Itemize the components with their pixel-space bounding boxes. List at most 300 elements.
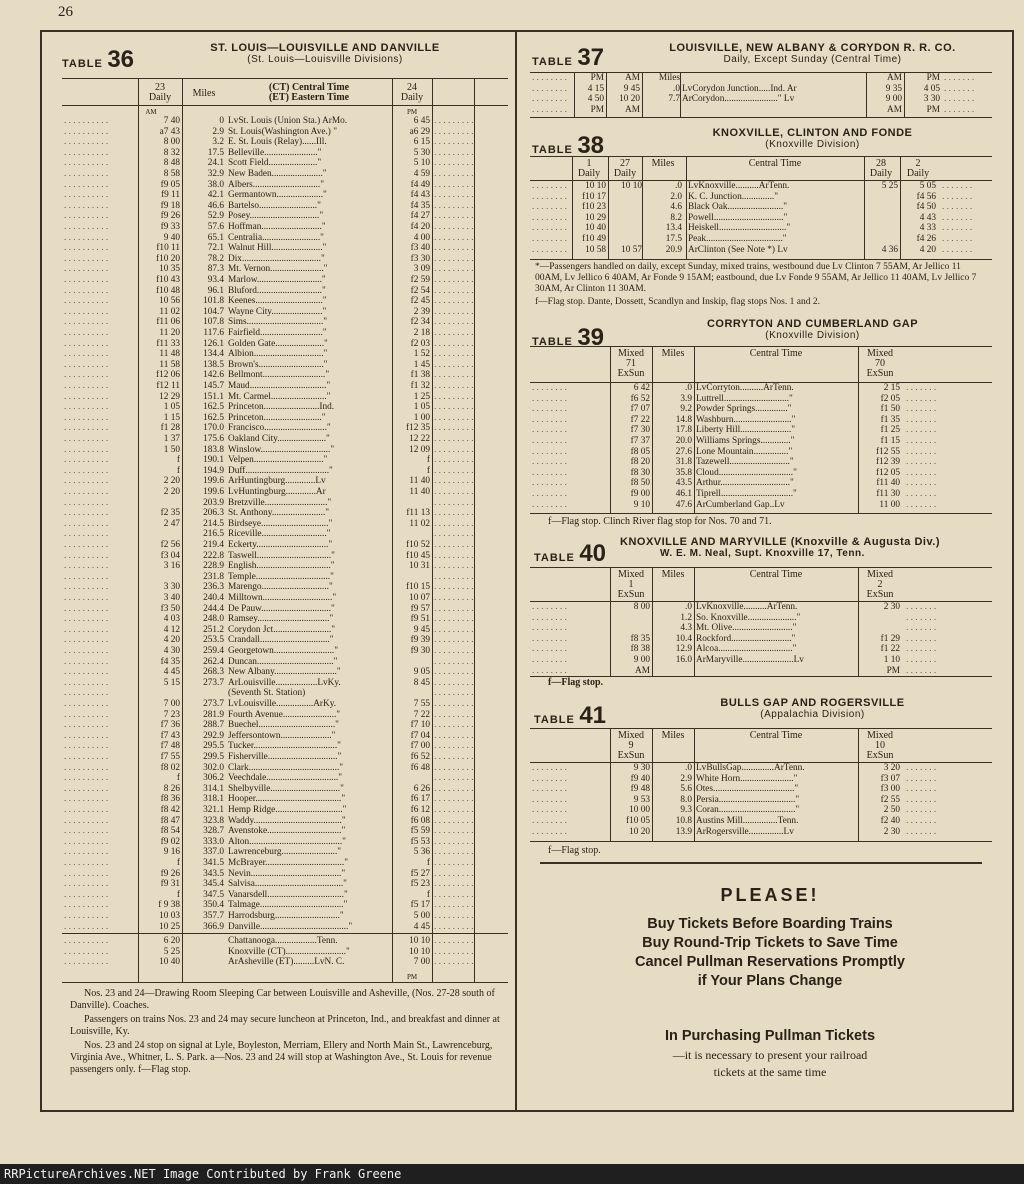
miles: 199.6 [203, 476, 224, 487]
miles: 273.7 [203, 699, 224, 709]
leader-dots: . . . . . . . . [532, 414, 567, 425]
t40-cell: 12.9 [675, 644, 692, 655]
leader-dots: . . . . . . . . . . [64, 137, 109, 148]
t39-cell: ArCumberland Gap..Lv [696, 499, 785, 510]
t41-cell: 9 30 [633, 763, 650, 773]
table-40-number: 40 [579, 540, 607, 567]
page-number: 26 [58, 4, 73, 20]
station-name: Taswell................................" [228, 550, 335, 561]
station-name: Fourth Avenue......................." [228, 709, 341, 720]
station-name: Birdseye............................." [228, 518, 333, 529]
t38-cell: 5 05 [919, 181, 936, 191]
station-name: Riceville............................" [228, 529, 331, 540]
t38-cell: f10 23 [581, 202, 606, 213]
t40-row [530, 666, 992, 677]
t39-cell: f6 52 [630, 393, 650, 404]
train-24-time: 5 30 [413, 147, 430, 158]
t39-row [530, 383, 992, 394]
table-36-header-miles: Miles [192, 88, 216, 99]
table-40-title-block [620, 536, 982, 559]
train-23-time: f 9 38 [158, 900, 180, 911]
miles: 72.1 [207, 243, 224, 254]
station-name: De Pauw.............................." [228, 603, 335, 614]
leader-dots: . . . . . . . . . [434, 508, 474, 519]
leader-dots: . . . . . . . [906, 404, 937, 415]
leader-dots: . . . . . . . . . . [64, 815, 109, 826]
train-24-time: f7 10 [410, 720, 430, 731]
leader-dots: . . . . . . . . . [434, 296, 474, 307]
t39-cell: 9.2 [680, 404, 692, 415]
t38-header: Central Time [748, 158, 802, 169]
station-name: Marengo............................." [228, 582, 333, 593]
leader-dots: . . . . . . . . [532, 478, 567, 489]
leader-dots: . . . . . . . . . [434, 338, 474, 349]
t37-cell: PM [590, 104, 604, 115]
leader-dots: . . . . . . . . . . [64, 518, 109, 529]
station-name: Nevin......................................." [228, 868, 346, 879]
leader-dots: . . . . . . . . [532, 794, 567, 805]
t37-cell: AM [887, 104, 902, 115]
t39-header: Mixed 70 ExSun [866, 348, 894, 379]
leader-dots: . . . . . . . . . . [64, 900, 109, 911]
station-name: Alton........................................" [228, 836, 346, 847]
leader-dots: . . . . . . . . . . [64, 476, 109, 487]
leader-dots: . . . . . . . . . [434, 402, 474, 413]
table-36-row [62, 180, 508, 191]
table-36-row [62, 688, 508, 699]
t40-row [530, 623, 992, 634]
miles: 175.6 [203, 434, 224, 444]
leader-dots: . . . . . . . . . . [64, 243, 109, 254]
leader-dots: . . . . . . . . . . [64, 571, 109, 582]
station-name: Walnut Hill......................" [228, 243, 327, 254]
t39-cell: Washburn........................." [696, 414, 796, 425]
table-36-row [62, 752, 508, 763]
leader-dots: . . . . . . . . . [434, 836, 474, 847]
train-23-time: 4 20 [163, 635, 180, 646]
train-23-time: f [176, 465, 180, 476]
leader-dots: . . . . . . . . [532, 202, 567, 213]
station-name: Lawrenceburg........................" [228, 847, 342, 858]
leader-dots: . . . . . . . . . . [64, 868, 109, 879]
leader-dots: . . . . . . . . . . [64, 582, 109, 593]
train-23-time: 10 35 [159, 264, 180, 275]
table-36-label: TABLE [62, 58, 103, 70]
t39-cell: LvCorryton..........ArTenn. [696, 383, 794, 393]
leader-dots: . . . . . . . . . [434, 946, 474, 957]
leader-dots: . . . . . . . . . . [64, 169, 109, 179]
t41-cell: 9 53 [633, 794, 650, 805]
train-23-time: f7 43 [160, 730, 180, 741]
leader-dots: . . . . . . . . . [434, 868, 474, 879]
leader-dots: . . . . . . . . [532, 816, 567, 826]
leader-dots: . . . . . . . . . [434, 381, 474, 391]
t38-cell: 10 58 [585, 244, 606, 255]
station-name: Ramsey..............................." [228, 614, 334, 625]
train-23-time: f1 28 [160, 423, 180, 434]
train-23-time: 10 03 [159, 911, 180, 921]
leader-dots: . . . . . . . . . [434, 762, 474, 773]
leader-dots: . . . . . . . . . . [64, 370, 109, 381]
miles: 107.8 [203, 317, 224, 328]
train-23-time: 7 40 [163, 116, 180, 126]
table-36-row [62, 211, 508, 222]
leader-dots: . . . . . . . . . [434, 646, 474, 656]
miles: 57.6 [207, 222, 224, 232]
leader-dots: . . . . . . . . . [434, 147, 474, 158]
t37-row [530, 73, 992, 84]
table-36-row [62, 190, 508, 201]
table-36-row [62, 307, 508, 318]
leader-dots: . . . . . . . . . . [64, 306, 109, 317]
table-36-row [62, 794, 508, 805]
leader-dots: . . . . . . . . . [434, 359, 474, 370]
station-name: Golden Gate....................." [228, 338, 328, 349]
leader-dots: . . . . . . . . . [434, 794, 474, 805]
miles: 134.4 [203, 349, 224, 360]
t39-cell: 46.1 [675, 489, 692, 499]
table-40-note: f—Flag stop. [548, 677, 603, 688]
train-24-time: 12 09 [409, 444, 430, 455]
train-24-time: f9 57 [410, 603, 430, 614]
station-name: Mt. Carmel........................" [228, 391, 331, 402]
leader-dots: . . . . . . . . . [434, 741, 474, 752]
table-36-row [62, 137, 508, 148]
table-36-row [62, 423, 508, 434]
station-name: Francisco..........................." [228, 423, 331, 434]
t39-cell: .0 [685, 383, 692, 393]
leader-dots: . . . . . . . . . . [64, 741, 109, 752]
table-36-row [62, 169, 508, 180]
train-24-time: 5 36 [413, 847, 430, 858]
t38-cell: 4 33 [919, 223, 936, 234]
table-40-label: TABLE [534, 552, 575, 564]
train-23-time: 3 40 [163, 593, 180, 603]
train-23-time: f11 06 [156, 317, 180, 328]
train-23-time: 11 20 [159, 328, 180, 338]
leader-dots: . . . . . . . . . . [64, 264, 109, 275]
station-name: ArHuntingburg.............Lv [228, 476, 326, 487]
t37-cell: ArCorydon......................." Lv [682, 94, 795, 104]
t40-cell: So. Knoxville....................." [696, 612, 801, 623]
train-24-time: 2 39 [413, 306, 430, 317]
station-name: Belleville......................." [228, 147, 322, 158]
table-36-row [62, 561, 508, 572]
leader-dots: . . . . . . . [906, 602, 937, 612]
train-24-time: f6 12 [410, 805, 430, 815]
miles: 350.4 [203, 900, 224, 911]
t39-cell: Williams Springs............." [696, 436, 795, 446]
leader-dots: . . . . . . . . . . [64, 211, 109, 222]
leader-dots: . . . . . . . . [532, 784, 567, 795]
t39-cell: f11 30 [876, 489, 900, 499]
miles: 314.1 [203, 783, 224, 794]
train-23-time: f10 20 [155, 253, 180, 264]
miles: 321.1 [203, 805, 224, 815]
train-23-time: f9 31 [160, 879, 180, 890]
miles: 194.9 [203, 465, 224, 476]
table-36-row [62, 900, 508, 911]
station-name: Buechel................................." [228, 720, 339, 731]
station-name: Crandall.............................." [228, 635, 334, 646]
table-40-grid [530, 567, 992, 677]
t37-cell: AM [887, 73, 902, 83]
t39-cell: Tazewell.........................." [696, 457, 794, 468]
leader-dots: . . . . . . . [906, 446, 937, 457]
t41-cell: 10.8 [675, 816, 692, 826]
leader-dots: . . . . . . . . . . [64, 508, 109, 519]
train-24-time: f9 51 [410, 614, 430, 625]
miles: 117.6 [203, 328, 224, 338]
train-24-time: f5 23 [410, 879, 430, 890]
miles: 306.2 [203, 773, 224, 784]
leader-dots: . . . . . . . . . . [64, 688, 109, 699]
table-39-grid [530, 346, 992, 514]
table-36-row [62, 922, 508, 933]
station-name: Clark......................................." [228, 762, 344, 773]
train-24-time: f1 32 [410, 381, 430, 391]
table-39-label: TABLE [532, 336, 573, 348]
leader-dots: . . . . . . . . . [434, 582, 474, 593]
leader-dots: . . . . . . . . . [434, 540, 474, 550]
train-23-time: 6 20 [163, 936, 180, 947]
train-23-time: f3 50 [160, 603, 180, 614]
t38-cell: 10 57 [621, 244, 642, 255]
station-name: Sims................................." [228, 317, 328, 328]
table-36-row [62, 392, 508, 403]
train-23-time: f [176, 773, 180, 784]
table-36-row [62, 869, 508, 880]
leader-dots: . . . . . . . . [532, 826, 567, 837]
leader-dots: . . . . . . . . . [434, 879, 474, 890]
train-24-time: f2 03 [410, 338, 430, 349]
please-line-4: if Your Plans Change [697, 973, 843, 989]
t41-row [530, 816, 992, 827]
table-39-subtitle: (Knoxville Division) [765, 330, 860, 341]
miles: 259.4 [203, 646, 224, 656]
leader-dots: . . . . . . . . . . [64, 936, 109, 947]
train-23-time: f7 55 [160, 752, 180, 762]
train-23-time: 10 56 [159, 296, 180, 307]
leader-dots: . . . . . . . . [532, 805, 567, 816]
leader-dots: . . . . . . . . . [434, 264, 474, 275]
table-36-row [62, 816, 508, 827]
table-41-note: f—Flag stop. [548, 845, 601, 856]
t41-cell: ArRogersville...............Lv [696, 826, 794, 837]
t38-cell: 2.0 [670, 191, 682, 202]
t40-cell: f1 29 [880, 633, 900, 644]
table-36-row [62, 370, 508, 381]
t40-cell: AM [635, 665, 650, 676]
train-23-time: f9 26 [160, 868, 180, 879]
train-24-time: f2 45 [410, 296, 430, 307]
leader-dots: . . . . . . . . . . [64, 826, 109, 837]
table-36-row [62, 572, 508, 583]
table-36-row [62, 222, 508, 233]
miles: 3.2 [212, 137, 224, 148]
table-36-row [62, 275, 508, 286]
table-36-row [62, 434, 508, 445]
leader-dots: . . . . . . . . . . [64, 709, 109, 720]
table-36-row [62, 487, 508, 498]
leader-dots: . . . . . . . . [532, 83, 567, 94]
leader-dots: . . . . . . . . . . [64, 836, 109, 847]
leader-dots: . . . . . . . . . . [64, 794, 109, 805]
t39-cell: f7 37 [630, 436, 650, 446]
t38-cell: 10 40 [585, 223, 606, 234]
pullman-text-1: —it is necessary to present your railroad [672, 1048, 868, 1062]
t39-row [530, 478, 992, 489]
train-23-time: 2 47 [163, 518, 180, 529]
table-36-row [62, 519, 508, 530]
leader-dots: . . . . . . . . . [434, 699, 474, 709]
t37-row [530, 94, 992, 105]
leader-dots: . . . . . . . . [532, 436, 567, 446]
leader-dots: . . . . . . . . [532, 655, 567, 665]
t39-cell: Arthur.............................." [696, 478, 794, 489]
table-36-row [62, 720, 508, 731]
leader-dots: . . . . . . . . . . [64, 497, 109, 508]
station-name: Bluford............................" [228, 285, 326, 296]
train-23-time: 7 23 [163, 709, 180, 720]
pullman-text-2: tickets at the same time [713, 1065, 827, 1079]
table-36-row [62, 201, 508, 212]
train-23-time: 3 16 [163, 561, 180, 572]
station-name: Georgetown.........................." [228, 646, 339, 656]
t39-cell: f8 05 [630, 446, 650, 457]
miles: 273.7 [203, 677, 224, 688]
station-name: E. St. Louis (Relay)......Ill. [228, 137, 327, 148]
t41-row [530, 827, 992, 838]
t39-cell: 9 10 [633, 499, 650, 510]
table-36-row [62, 936, 508, 947]
t41-cell: 9.3 [680, 805, 692, 816]
leader-dots: . . . . . . . . . . [64, 179, 109, 190]
train-23-time: f8 47 [160, 815, 180, 826]
leader-dots: . . . . . . . . . . [64, 359, 109, 370]
leader-dots: . . . . . . . . . . [64, 444, 109, 455]
leader-dots: . . . . . . . . . [434, 593, 474, 603]
table-40-title: KNOXVILLE AND MARYVILLE (Knoxville & Augusta Div.) [620, 536, 940, 548]
t37-cell: 4 05 [923, 83, 940, 94]
leader-dots: . . . . . . . . . . [64, 957, 109, 968]
t40-cell: 10.4 [675, 633, 692, 644]
leader-dots: . . . . . . . . . [434, 773, 474, 784]
please-line-3: Cancel Pullman Reservations Promptly [635, 954, 905, 970]
t39-cell: 6 42 [633, 383, 650, 393]
t39-cell: f1 35 [880, 414, 900, 425]
train-24-time: f7 00 [410, 741, 430, 752]
miles: 262.4 [203, 656, 224, 667]
t38-header: 28 Daily [869, 158, 893, 179]
leader-dots: . . . . . . . . . [434, 158, 474, 169]
table-36-row [62, 498, 508, 509]
t38-row [530, 192, 992, 203]
station-name: Tucker...................................." [228, 741, 341, 752]
t41-cell: f2 55 [880, 794, 900, 805]
miles: 151.1 [203, 391, 224, 402]
t38-cell: Heiskell............................." [688, 223, 791, 234]
t40-cell: Mt. Olive.........................." [696, 623, 797, 634]
table-36-row [62, 466, 508, 477]
leader-dots: . . . . . . . . [532, 181, 567, 191]
leader-dots: . . . . . . . . . . [64, 222, 109, 232]
table-36-row [62, 741, 508, 752]
train-24-time: 7 00 [413, 957, 430, 968]
t41-row [530, 774, 992, 785]
station-name: Duncan................................." [228, 656, 338, 667]
t40-cell: 4.3 [680, 623, 692, 634]
station-name: Milltown.............................." [228, 593, 337, 603]
leader-dots: . . . . . . . . . . [64, 603, 109, 614]
leader-dots: . . . . . . . . . . [64, 391, 109, 402]
train-23-time: f2 35 [160, 508, 180, 519]
station-name: English................................" [228, 561, 335, 572]
station-name: Avenstoke................................" [228, 826, 346, 837]
leader-dots: . . . . . . . . . . [64, 434, 109, 444]
miles: 78.2 [207, 253, 224, 264]
table-36-row [62, 710, 508, 721]
train-23-time: f12 06 [155, 370, 180, 381]
leader-dots: . . . . . . . [906, 393, 937, 404]
t37-cell: PM [926, 73, 940, 83]
leader-dots: . . . . . . . . . . [64, 487, 109, 497]
leader-dots: . . . . . . . . . [434, 487, 474, 497]
leader-dots: . . . . . . . . . [434, 656, 474, 667]
train-23-time: a7 43 [159, 126, 180, 137]
table-36-heading [62, 46, 134, 74]
leader-dots: . . . . . . . . . [434, 285, 474, 296]
train-23-time: 11 48 [159, 349, 180, 360]
leader-dots: . . . . . . . . . [434, 412, 474, 423]
t38-cell: f4 56 [916, 191, 936, 202]
train-23-time: f8 02 [160, 762, 180, 773]
leader-dots: . . . . . . . . [532, 212, 567, 223]
miles: 240.4 [203, 593, 224, 603]
train-24-time: f [426, 455, 430, 466]
table-36-row [62, 635, 508, 646]
miles: 288.7 [203, 720, 224, 731]
t38-cell: f4 50 [916, 202, 936, 213]
t39-cell: f1 15 [880, 436, 900, 446]
leader-dots: . . . . . . . . . . [64, 762, 109, 773]
station-name: Corydon Jct........................." [228, 624, 336, 635]
t37-cell: AM [625, 104, 640, 115]
leader-dots: . . . . . . . . . [434, 752, 474, 762]
t39-cell: f9 00 [630, 489, 650, 499]
leader-dots: . . . . . . . [944, 73, 975, 83]
t39-cell: f1 50 [880, 404, 900, 415]
miles: 347.5 [203, 889, 224, 900]
station-name: LvHuntingburg.............Ar [228, 487, 326, 497]
leader-dots: . . . . . . . [906, 489, 937, 499]
train-23-time: f [176, 455, 180, 466]
t38-cell: .0 [675, 181, 682, 191]
train-24-time: f2 34 [410, 317, 430, 328]
table-36-row [62, 127, 508, 138]
table-36-row [62, 911, 508, 922]
t39-cell: f8 30 [630, 467, 650, 478]
leader-dots: . . . . . . . [906, 499, 937, 510]
train-24-time: f5 59 [410, 826, 430, 837]
train-24-time: f9 30 [410, 646, 430, 656]
t41-cell: 3 20 [883, 763, 900, 773]
leader-dots: . . . . . . . . . . [64, 381, 109, 391]
leader-dots: . . . . . . . . . [434, 614, 474, 625]
miles: 162.5 [203, 412, 224, 423]
miles: 0 [219, 116, 224, 126]
train-24-time: f4 49 [410, 179, 430, 190]
